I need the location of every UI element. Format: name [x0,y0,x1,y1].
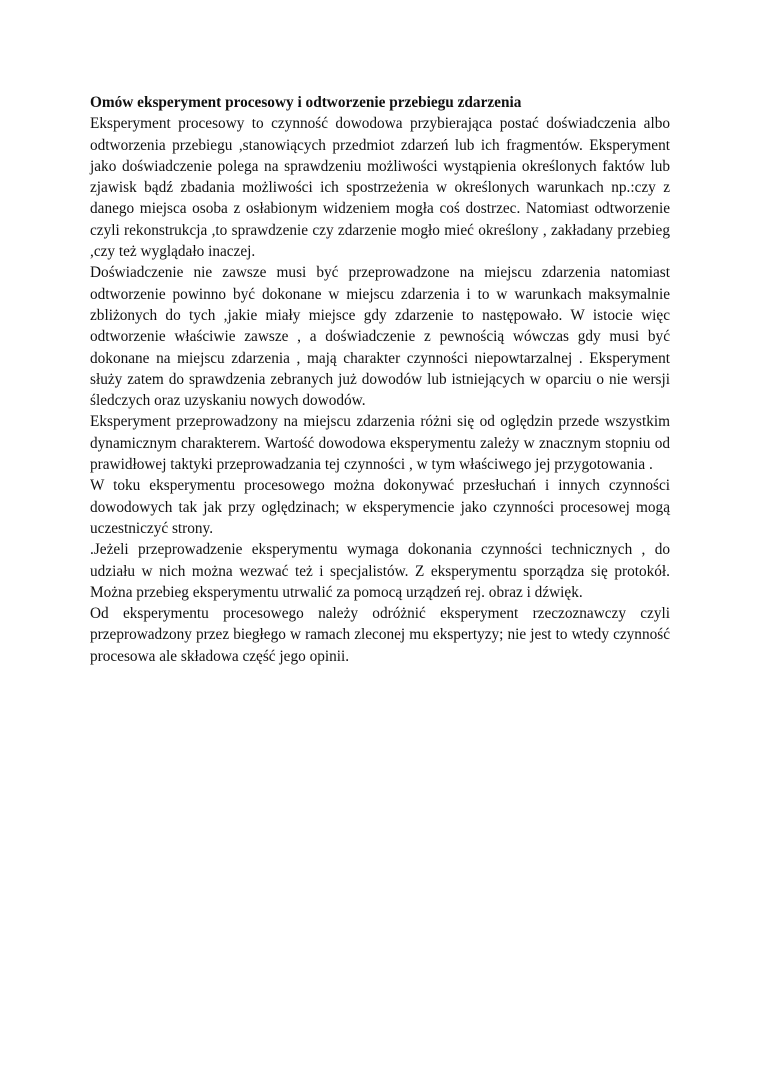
document-body [90,92,670,667]
document-title: Omów eksperyment procesowy i odtworzenie przebiegu zdarzenia [90,94,522,111]
paragraph-participants: W toku eksperymentu procesowego można dokonywać przesłuchań i innych czynności dowodowych tak jak przy oględzinach; w eksperymencie jako czynności procesowej mogą uczestniczyć strony. [90,477,670,537]
paragraph-experiment-definition: Eksperyment procesowy to czynność dowodowa przybierająca postać doświadczenia albo odtworzenia przebiegu ,stanowiących przedmiot zdarzeń lub ich fragmentów. Eksperyment jako doświadczenie polega na sprawdzeniu możliwości wystąpienia określonych faktów lub zjawisk bądź zbadania możliwości ich spostrzeżenia w określonych warunkach np.:czy z danego miejsca osoba z osłabionym widzeniem mogła coś dostrzec. Natomiast odtworzenie czyli rekonstrukcja ,to sprawdzenie czy zdarzenie mogło mieć określony , zakładany przebieg ,czy też wyglądało inaczej. [90,115,670,261]
paragraph-expert-experiment: Od eksperymentu procesowego należy odróżnić eksperyment rzeczoznawczy czyli przeprowadzony przez biegłego w ramach zleconej mu ekspertyzy; nie jest to wtedy czynność procesowa ale składowa część jego opinii. [90,605,670,665]
paragraph-reconstruction-location: Doświadczenie nie zawsze musi być przeprowadzone na miejscu zdarzenia natomiast odtworzenie powinno być dokonane w miejscu zdarzenia i to w warunkach maksymalnie zbliżonych do tych ,jakie miały miejsce gdy zdarzenie to następowało. W istocie więc odtworzenie właściwie zawsze , a doświadczenie z pewnością wówczas gdy musi być dokonane na miejscu zdarzenia , mają charakter czynności niepowtarzalnej . Eksperyment służy zatem do sprawdzenia zebranych już dowodów lub istniejących w oparciu o nie wersji śledczych oraz uzyskaniu nowych dowodów. [90,264,670,410]
paragraph-technical-specialists: .Jeżeli przeprowadzenie eksperymentu wymaga dokonania czynności technicznych , do udziału w nich można wezwać też i specjalistów. Z eksperymentu sporządza się protokół. Można przebieg eksperymentu utrwalić za pomocą urządzeń rej. obraz i dźwięk. [90,541,670,601]
paragraph-difference-from-inspection: Eksperyment przeprowadzony na miejscu zdarzenia różni się od oględzin przede wszystkim dynamicznym charakterem. Wartość dowodowa eksperymentu zależy w znacznym stopniu od prawidłowej taktyki przeprowadzania tej czynności , w tym właściwego jej przygotowania . [90,413,670,474]
